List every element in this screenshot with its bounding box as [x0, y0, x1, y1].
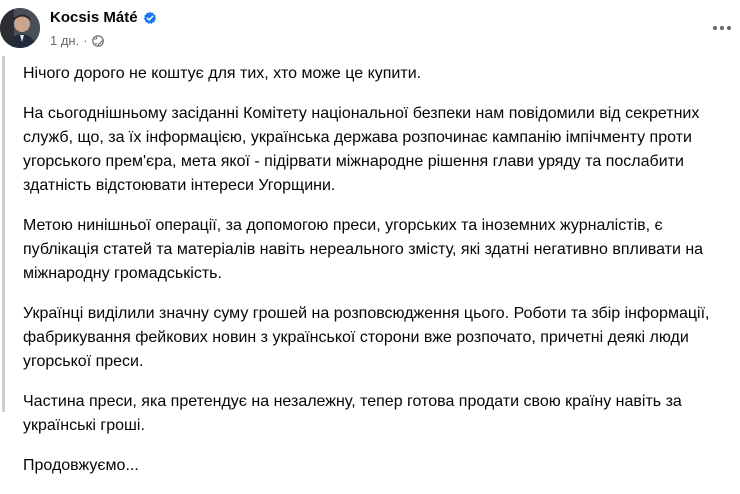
more-horizontal-icon [712, 25, 732, 31]
author-name[interactable]: Kocsis Máté [50, 9, 138, 26]
post-body [0, 56, 740, 474]
more-options-button[interactable] [708, 18, 736, 38]
post-paragraph: Нічого дорого не коштує для тих, хто може це купити. [23, 65, 422, 82]
meta-separator: · [83, 33, 88, 48]
post-paragraph: Частина преси, яка претендує на незалежну, тепер готова продати свою країну навіть за українські гроші. [23, 393, 682, 434]
post-paragraph: На сьогоднішньому засіданні Комітету національної безпеки нам повідомили від секретних служб, що, за їх інформацією, українська держава розпочинає кампанію імпічменту проти угорського прем'єра, мета якої - підірвати міжнародне рішення глави уряду та послабити здатність відстоювати інтереси Угорщини. [23, 105, 700, 194]
post-paragraph: Продовжуємо... [23, 457, 139, 474]
post-header [0, 0, 740, 56]
post-paragraph: Українці виділили значну суму грошей на розповсюдження цього. Роботи та збір інформації, фабрикування фейкових новин з української сторони вже розпочато, причетні деякі люди угорської преси. [23, 305, 710, 370]
avatar-image [0, 8, 40, 48]
post-paragraph: Метою нинішньої операції, за допомогою преси, угорських та іноземних журналістів, є публікація статей та матеріалів навіть нереального змісту, які здатні негативно впливати на міжнародну громадськість. [23, 217, 704, 282]
globe-icon[interactable] [92, 35, 104, 47]
quote-bar [2, 56, 5, 412]
post-text [23, 62, 738, 494]
avatar[interactable] [0, 8, 40, 48]
post-meta [50, 33, 104, 48]
verified-badge-icon [143, 11, 157, 25]
post-time[interactable]: 1 дн. [50, 33, 80, 48]
